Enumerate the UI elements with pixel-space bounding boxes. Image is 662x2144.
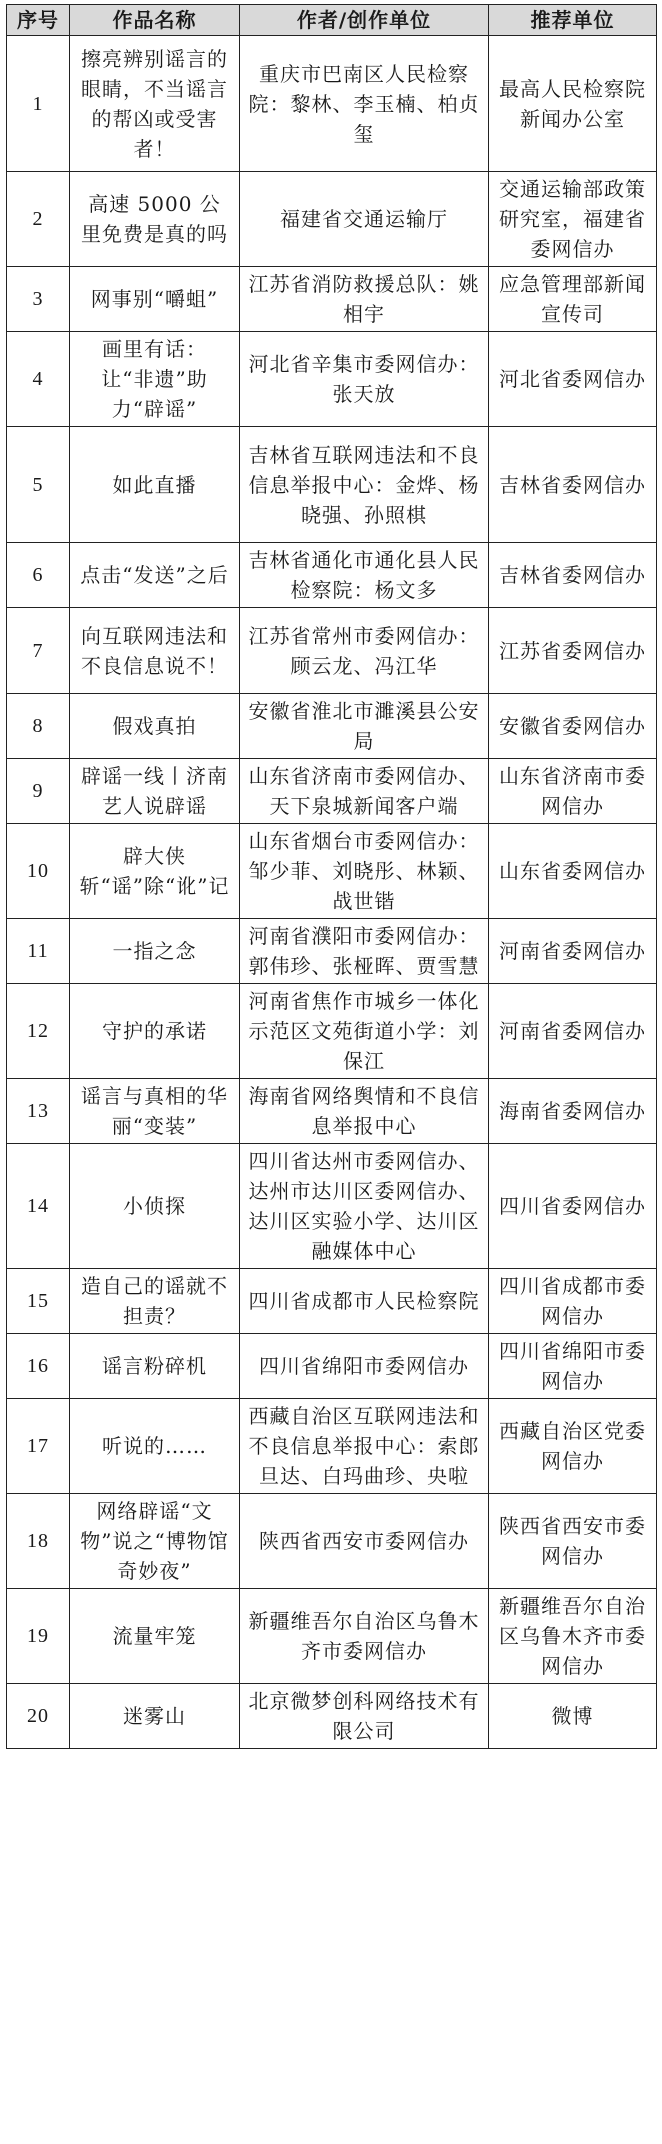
work-author: 海南省网络舆情和不良信息举报中心 <box>240 1079 489 1144</box>
table-row <box>7 1684 657 1749</box>
row-number: 6 <box>7 543 70 608</box>
work-title: 辟谣一线丨济南艺人说辟谣 <box>70 759 240 824</box>
work-title: 如此直播 <box>70 427 240 543</box>
work-author: 四川省达州市委网信办、达州市达川区委网信办、达川区实验小学、达川区融媒体中心 <box>240 1144 489 1269</box>
work-title: 网事别“嚼蛆” <box>70 267 240 332</box>
header-recommender: 推荐单位 <box>489 5 657 36</box>
work-author: 河北省辛集市委网信办：张天放 <box>240 332 489 427</box>
work-author: 安徽省淮北市濉溪县公安局 <box>240 694 489 759</box>
table-row <box>7 1399 657 1494</box>
table-row <box>7 1334 657 1399</box>
work-recommender: 新疆维吾尔自治区乌鲁木齐市委网信办 <box>489 1589 657 1684</box>
work-author: 四川省成都市人民检察院 <box>240 1269 489 1334</box>
row-number: 11 <box>7 919 70 984</box>
header-num: 序号 <box>7 5 70 36</box>
work-title: 画里有话：让“非遗”助力“辟谣” <box>70 332 240 427</box>
work-author: 西藏自治区互联网违法和不良信息举报中心：索郎旦达、白玛曲珍、央啦 <box>240 1399 489 1494</box>
work-recommender: 应急管理部新闻宣传司 <box>489 267 657 332</box>
row-number: 14 <box>7 1144 70 1269</box>
work-title: 谣言粉碎机 <box>70 1334 240 1399</box>
work-recommender: 吉林省委网信办 <box>489 427 657 543</box>
work-author: 陕西省西安市委网信办 <box>240 1494 489 1589</box>
work-recommender: 山东省济南市委网信办 <box>489 759 657 824</box>
work-author: 山东省烟台市委网信办：邹少菲、刘晓彤、林颖、战世锴 <box>240 824 489 919</box>
work-recommender: 微博 <box>489 1684 657 1749</box>
work-recommender: 河南省委网信办 <box>489 919 657 984</box>
work-title: 谣言与真相的华丽“变装” <box>70 1079 240 1144</box>
table-body <box>7 36 657 1749</box>
work-title: 守护的承诺 <box>70 984 240 1079</box>
row-number: 9 <box>7 759 70 824</box>
row-number: 15 <box>7 1269 70 1334</box>
work-title: 点击“发送”之后 <box>70 543 240 608</box>
row-number: 3 <box>7 267 70 332</box>
row-number: 7 <box>7 608 70 694</box>
work-title: 听说的…… <box>70 1399 240 1494</box>
work-title: 高速 5000 公里免费是真的吗 <box>70 172 240 267</box>
work-recommender: 吉林省委网信办 <box>489 543 657 608</box>
work-title: 向互联网违法和不良信息说不！ <box>70 608 240 694</box>
row-number: 2 <box>7 172 70 267</box>
work-recommender: 四川省成都市委网信办 <box>489 1269 657 1334</box>
table-row <box>7 1144 657 1269</box>
table-row <box>7 1079 657 1144</box>
header-author: 作者/创作单位 <box>240 5 489 36</box>
row-number: 8 <box>7 694 70 759</box>
row-number: 5 <box>7 427 70 543</box>
table-row <box>7 543 657 608</box>
row-number: 4 <box>7 332 70 427</box>
work-author: 江苏省消防救援总队：姚相宇 <box>240 267 489 332</box>
work-title: 迷雾山 <box>70 1684 240 1749</box>
work-recommender: 四川省委网信办 <box>489 1144 657 1269</box>
work-author: 福建省交通运输厅 <box>240 172 489 267</box>
row-number: 1 <box>7 36 70 172</box>
work-recommender: 河南省委网信办 <box>489 984 657 1079</box>
work-recommender: 山东省委网信办 <box>489 824 657 919</box>
table-row <box>7 759 657 824</box>
work-title: 小侦探 <box>70 1144 240 1269</box>
table-row <box>7 608 657 694</box>
work-title: 假戏真拍 <box>70 694 240 759</box>
table-row <box>7 1269 657 1334</box>
table-row <box>7 172 657 267</box>
work-author: 北京微梦创科网络技术有限公司 <box>240 1684 489 1749</box>
work-author: 河南省濮阳市委网信办：郭伟珍、张桠晖、贾雪慧 <box>240 919 489 984</box>
works-table <box>6 4 657 1749</box>
row-number: 17 <box>7 1399 70 1494</box>
work-recommender: 西藏自治区党委网信办 <box>489 1399 657 1494</box>
row-number: 13 <box>7 1079 70 1144</box>
table-row <box>7 694 657 759</box>
table-row <box>7 267 657 332</box>
work-title: 网络辟谣“文物”说之“博物馆奇妙夜” <box>70 1494 240 1589</box>
work-author: 吉林省通化市通化县人民检察院：杨文多 <box>240 543 489 608</box>
work-title: 一指之念 <box>70 919 240 984</box>
work-author: 四川省绵阳市委网信办 <box>240 1334 489 1399</box>
work-author: 河南省焦作市城乡一体化示范区文苑街道小学：刘保江 <box>240 984 489 1079</box>
work-author: 新疆维吾尔自治区乌鲁木齐市委网信办 <box>240 1589 489 1684</box>
table-row <box>7 824 657 919</box>
work-recommender: 安徽省委网信办 <box>489 694 657 759</box>
work-author: 山东省济南市委网信办、天下泉城新闻客户端 <box>240 759 489 824</box>
work-author: 吉林省互联网违法和不良信息举报中心：金烨、杨晓强、孙照棋 <box>240 427 489 543</box>
row-number: 19 <box>7 1589 70 1684</box>
table-header-row <box>7 5 657 36</box>
table-row <box>7 427 657 543</box>
header-title: 作品名称 <box>70 5 240 36</box>
work-recommender: 河北省委网信办 <box>489 332 657 427</box>
table-row <box>7 984 657 1079</box>
table-row <box>7 36 657 172</box>
work-recommender: 交通运输部政策研究室，福建省委网信办 <box>489 172 657 267</box>
row-number: 16 <box>7 1334 70 1399</box>
row-number: 10 <box>7 824 70 919</box>
table-row <box>7 1589 657 1684</box>
work-recommender: 最高人民检察院新闻办公室 <box>489 36 657 172</box>
row-number: 20 <box>7 1684 70 1749</box>
work-title: 擦亮辨别谣言的眼睛，不当谣言的帮凶或受害者！ <box>70 36 240 172</box>
work-title: 辟大侠斩“谣”除“讹”记 <box>70 824 240 919</box>
table-row <box>7 332 657 427</box>
work-recommender: 四川省绵阳市委网信办 <box>489 1334 657 1399</box>
work-title: 造自己的谣就不担责？ <box>70 1269 240 1334</box>
row-number: 18 <box>7 1494 70 1589</box>
work-recommender: 陕西省西安市委网信办 <box>489 1494 657 1589</box>
work-author: 江苏省常州市委网信办：顾云龙、冯江华 <box>240 608 489 694</box>
table-row <box>7 919 657 984</box>
work-title: 流量牢笼 <box>70 1589 240 1684</box>
row-number: 12 <box>7 984 70 1079</box>
work-author: 重庆市巴南区人民检察院：黎林、李玉楠、柏贞玺 <box>240 36 489 172</box>
work-recommender: 江苏省委网信办 <box>489 608 657 694</box>
table-row <box>7 1494 657 1589</box>
work-recommender: 海南省委网信办 <box>489 1079 657 1144</box>
